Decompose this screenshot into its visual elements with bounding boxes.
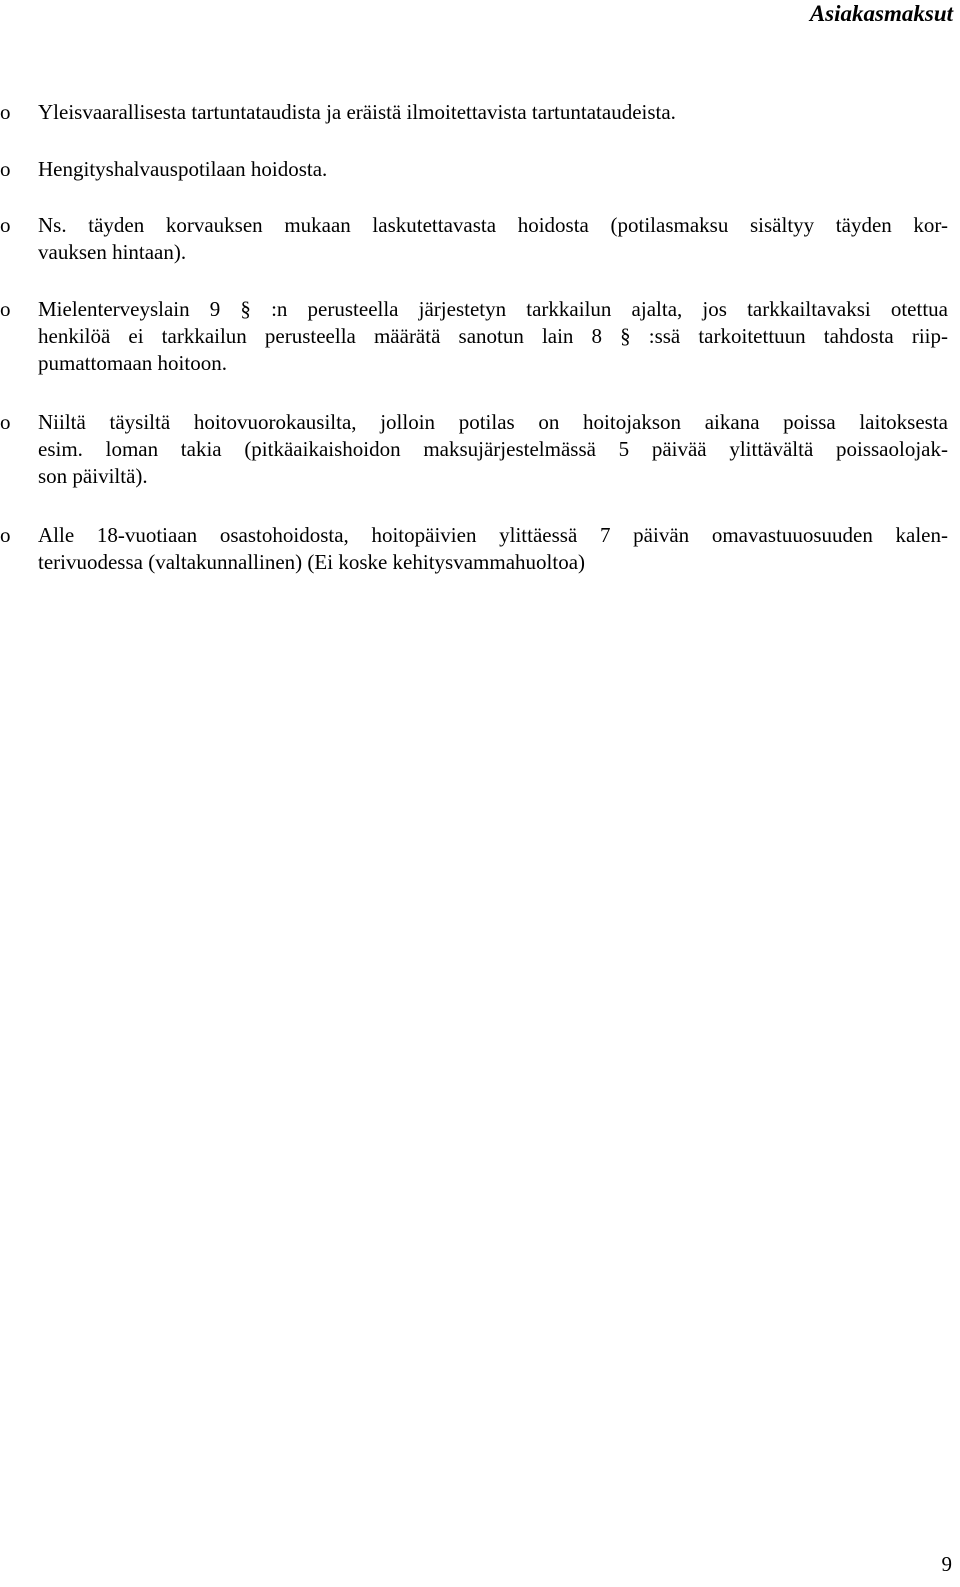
page-header-title: Asiakasmaksut	[809, 1, 953, 26]
list-item-line: Alle 18-vuotiaan osastohoidosta, hoitopäivien ylittäessä 7 päivän omavastuuosuuden kalen-	[38, 523, 948, 547]
list-item-line: son päiviltä).	[38, 464, 148, 488]
list-item-text	[38, 296, 948, 377]
list-item-text	[38, 212, 948, 266]
list-item-line: Yleisvaarallisesta tartuntataudista ja eräistä ilmoitettavista tartuntataudeista.	[38, 100, 676, 124]
list-item-line: Mielenterveyslain 9 § :n perusteella järjestetyn tarkkailun ajalta, jos tarkkailtavaksi otettua	[38, 297, 948, 321]
list-item-text	[38, 409, 948, 490]
bullet-marker: o	[0, 157, 11, 181]
list-item-line: Niiltä täysiltä hoitovuorokausilta, jolloin potilas on hoitojakson aikana poissa laitoksesta	[38, 410, 948, 434]
bullet-marker: o	[0, 523, 11, 547]
page-number: 9	[941, 1552, 952, 1576]
list-item-line: Hengityshalvauspotilaan hoidosta.	[38, 157, 328, 181]
list-item-line: Ns. täyden korvauksen mukaan laskutettavasta hoidosta (potilasmaksu sisältyy täyden kor-	[38, 213, 948, 237]
bullet-marker: o	[0, 100, 11, 124]
list-item-line: esim. loman takia (pitkäaikaishoidon maksujärjestelmässä 5 päivää ylittävältä poissaolojak-	[38, 437, 948, 461]
list-item-text	[38, 99, 948, 126]
list-item-line: terivuodessa (valtakunnallinen) (Ei koske kehitysvammahuoltoa)	[38, 550, 586, 574]
bullet-marker: o	[0, 410, 11, 434]
list-item-line: pumattomaan hoitoon.	[38, 351, 227, 375]
list-item-line: vauksen hintaan).	[38, 240, 187, 264]
list-item-text	[38, 522, 948, 576]
list-item-line: henkilöä ei tarkkailun perusteella määrätä sanotun lain 8 § :ssä tarkoitettuun tahdosta riip-	[38, 324, 948, 348]
bullet-marker: o	[0, 213, 11, 237]
bullet-marker: o	[0, 297, 11, 321]
list-item-text	[38, 156, 948, 183]
